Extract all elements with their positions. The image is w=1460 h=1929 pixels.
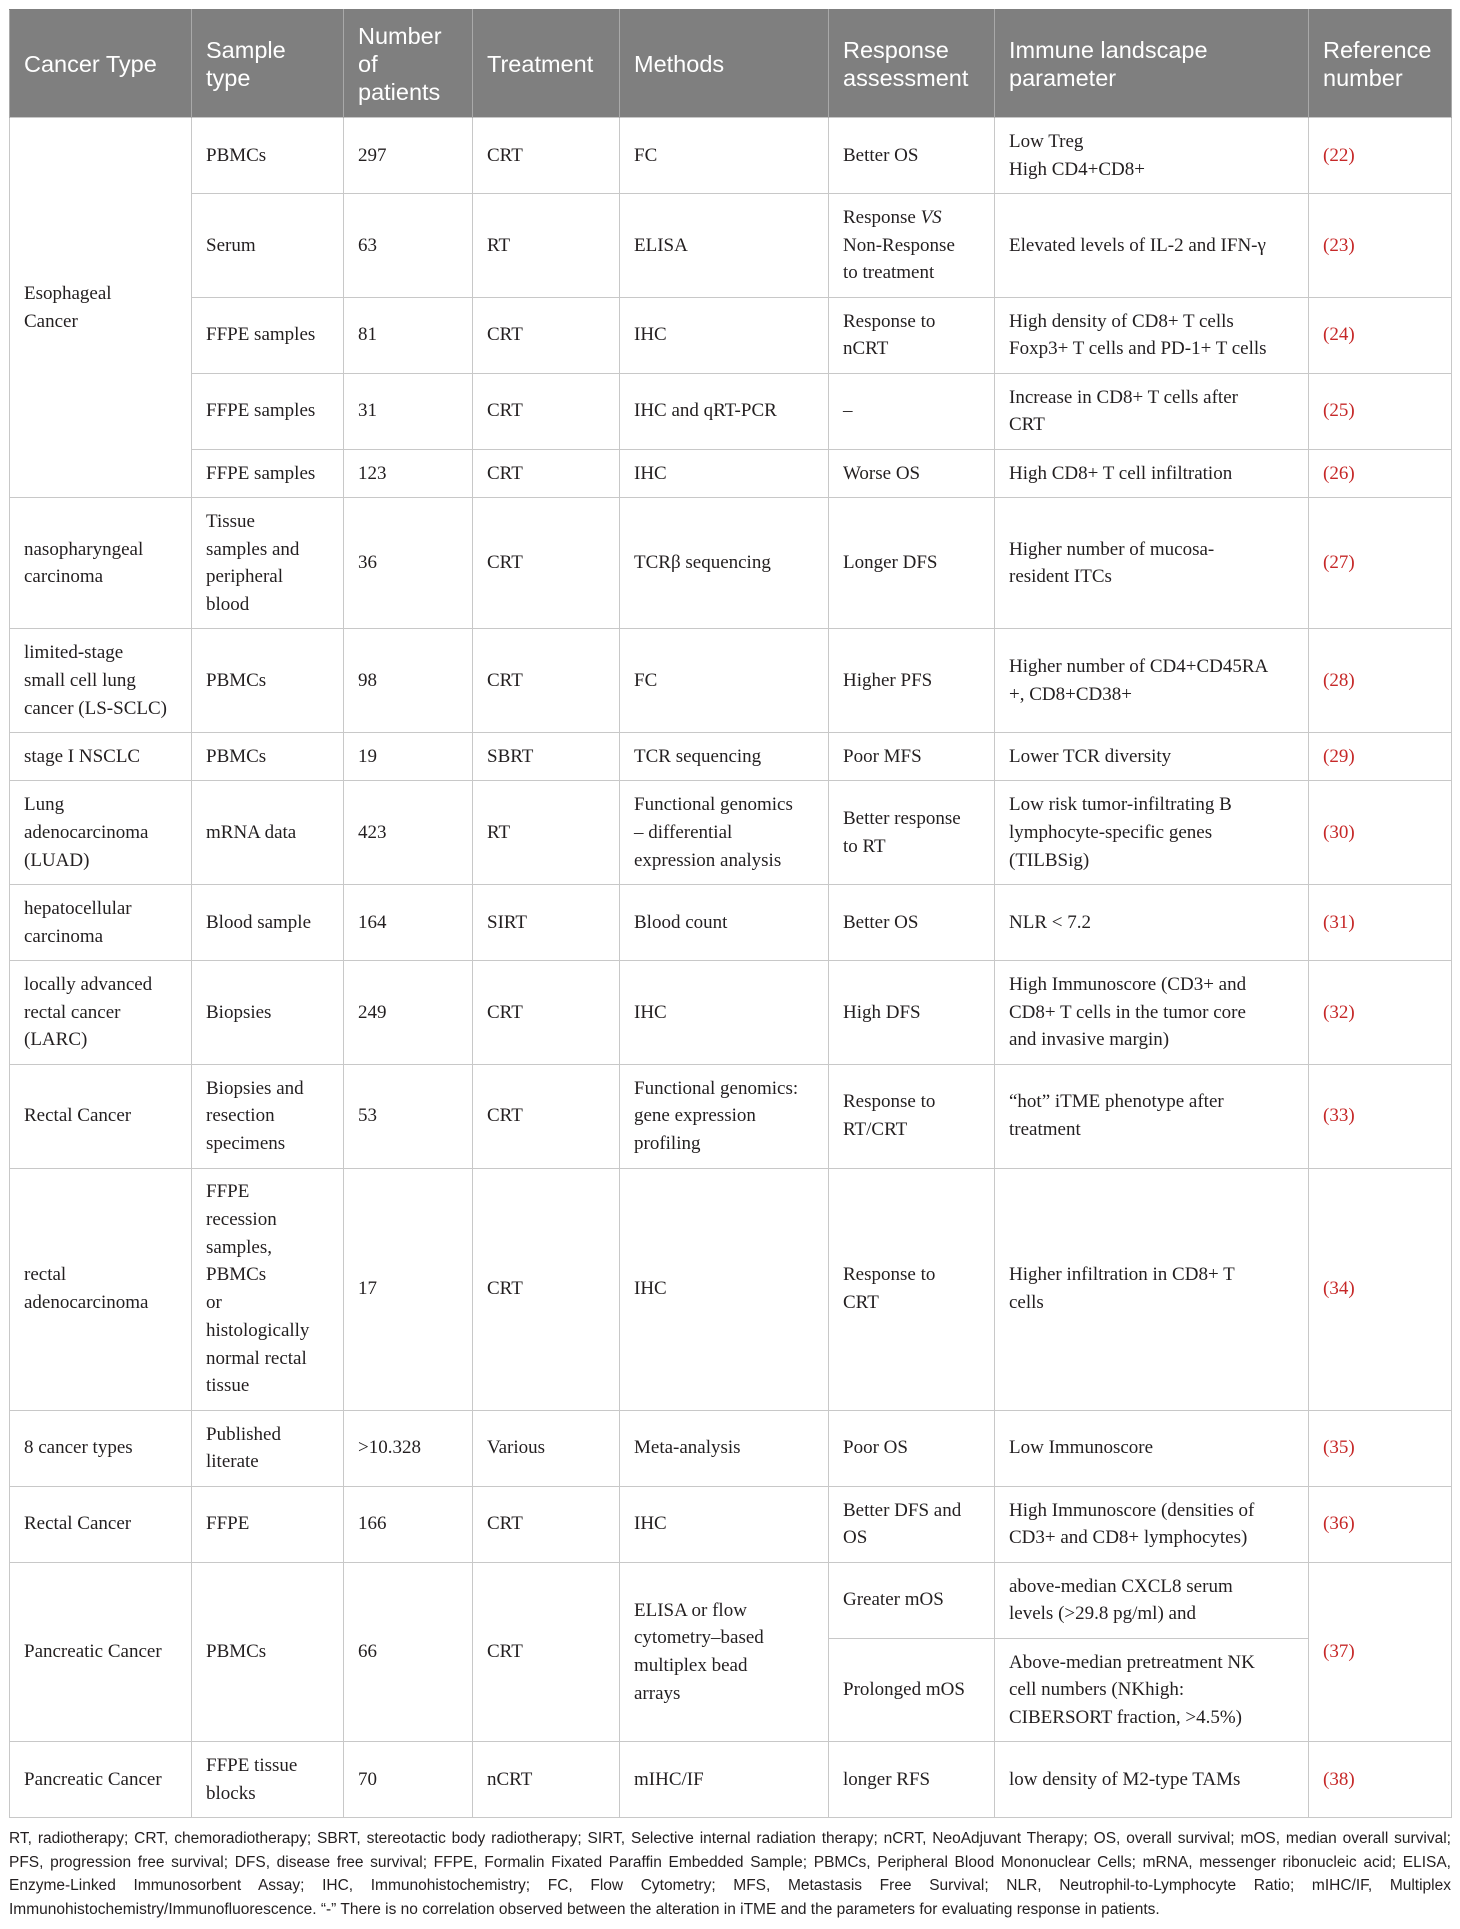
sample-type-cell: Biopsies	[192, 961, 344, 1065]
sample-type-cell: FFPE samples	[192, 449, 344, 497]
table-row	[10, 194, 1452, 298]
methods-cell: FC	[620, 118, 829, 194]
patients-cell: 70	[344, 1742, 473, 1818]
reference-cell: (32)	[1309, 961, 1452, 1065]
sample-type-cell: mRNA data	[192, 781, 344, 885]
treatment-cell: CRT	[473, 297, 620, 373]
sample-type-cell: FFPE	[192, 1486, 344, 1562]
patients-cell: 81	[344, 297, 473, 373]
treatment-cell: CRT	[473, 118, 620, 194]
immune-parameter-cell: High Immunoscore (CD3+ and CD8+ T cells in the tumor core and invasive margin)	[995, 961, 1309, 1065]
response-text: Non-Response to treatment	[843, 234, 955, 284]
table-row	[10, 1168, 1452, 1410]
header-methods: Methods	[620, 10, 829, 118]
methods-cell: IHC	[620, 1486, 829, 1562]
treatment-cell: CRT	[473, 498, 620, 629]
immune-parameter-cell: High Immunoscore (densities of CD3+ and CD8+ lymphocytes)	[995, 1486, 1309, 1562]
table-row	[10, 449, 1452, 497]
cancer-type-cell: rectal adenocarcinoma	[10, 1168, 192, 1410]
table-row	[10, 885, 1452, 961]
cancer-type-cell: Pancreatic Cancer	[10, 1562, 192, 1742]
header-number-of-patients: Number of patients	[344, 10, 473, 118]
sample-type-cell: FFPE tissue blocks	[192, 1742, 344, 1818]
response-cell: Better OS	[829, 885, 995, 961]
treatment-cell: Various	[473, 1410, 620, 1486]
methods-cell: IHC	[620, 449, 829, 497]
treatment-cell: RT	[473, 781, 620, 885]
sample-type-cell: FFPE samples	[192, 297, 344, 373]
response-cell: High DFS	[829, 961, 995, 1065]
sample-type-cell: Serum	[192, 194, 344, 298]
methods-cell: FC	[620, 629, 829, 733]
immune-parameter-cell: “hot” iTME phenotype after treatment	[995, 1064, 1309, 1168]
methods-cell: IHC	[620, 961, 829, 1065]
header-response-assessment: Response assessment	[829, 10, 995, 118]
response-cell: Better DFS and OS	[829, 1486, 995, 1562]
sample-type-cell: PBMCs	[192, 733, 344, 781]
patients-cell: 297	[344, 118, 473, 194]
patients-cell: >10.328	[344, 1410, 473, 1486]
immune-parameter-cell: Low Immunoscore	[995, 1410, 1309, 1486]
sample-type-cell: Published literate	[192, 1410, 344, 1486]
treatment-cell: CRT	[473, 1168, 620, 1410]
response-italic-text: VS	[920, 206, 942, 228]
patients-cell: 36	[344, 498, 473, 629]
immune-parameter-cell: low density of M2-type TAMs	[995, 1742, 1309, 1818]
cancer-type-cell: hepatocellular carcinoma	[10, 885, 192, 961]
data-table	[9, 9, 1452, 1818]
sample-type-cell: PBMCs	[192, 629, 344, 733]
immune-parameter-cell: Higher number of CD4+CD45RA +, CD8+CD38+	[995, 629, 1309, 733]
methods-cell: ELISA or flow cytometry–based multiplex bead arrays	[620, 1562, 829, 1742]
response-cell: Prolonged mOS	[829, 1638, 995, 1742]
sample-type-cell: FFPE samples	[192, 373, 344, 449]
table-row	[10, 1562, 1452, 1638]
patients-cell: 98	[344, 629, 473, 733]
cancer-type-cell: Esophageal Cancer	[10, 118, 192, 498]
response-cell: Longer DFS	[829, 498, 995, 629]
immune-parameter-cell: Higher number of mucosa- resident ITCs	[995, 498, 1309, 629]
table-row	[10, 1064, 1452, 1168]
reference-cell: (37)	[1309, 1562, 1452, 1742]
reference-cell: (25)	[1309, 373, 1452, 449]
reference-cell: (35)	[1309, 1410, 1452, 1486]
response-cell: Worse OS	[829, 449, 995, 497]
immune-parameter-cell: High CD8+ T cell infiltration	[995, 449, 1309, 497]
reference-cell: (26)	[1309, 449, 1452, 497]
patients-cell: 249	[344, 961, 473, 1065]
treatment-cell: SIRT	[473, 885, 620, 961]
treatment-cell: nCRT	[473, 1742, 620, 1818]
table-row	[10, 297, 1452, 373]
header-reference-number: Reference number	[1309, 10, 1452, 118]
cancer-type-cell: locally advanced rectal cancer (LARC)	[10, 961, 192, 1065]
patients-cell: 19	[344, 733, 473, 781]
patients-cell: 63	[344, 194, 473, 298]
response-cell: Response to nCRT	[829, 297, 995, 373]
treatment-cell: CRT	[473, 629, 620, 733]
cancer-type-cell: Pancreatic Cancer	[10, 1742, 192, 1818]
reference-cell: (34)	[1309, 1168, 1452, 1410]
response-cell	[829, 194, 995, 298]
sample-type-cell: PBMCs	[192, 1562, 344, 1742]
immune-parameter-cell: Low Treg High CD4+CD8+	[995, 118, 1309, 194]
table-row	[10, 1486, 1452, 1562]
table-row	[10, 781, 1452, 885]
header-cancer-type: Cancer Type	[10, 10, 192, 118]
response-cell: –	[829, 373, 995, 449]
sample-type-cell: Biopsies and resection specimens	[192, 1064, 344, 1168]
cancer-type-cell: Rectal Cancer	[10, 1486, 192, 1562]
table-page	[9, 9, 1451, 1921]
immune-parameter-cell: NLR < 7.2	[995, 885, 1309, 961]
table-row	[10, 118, 1452, 194]
reference-cell: (31)	[1309, 885, 1452, 961]
header-sample-type: Sample type	[192, 10, 344, 118]
reference-cell: (36)	[1309, 1486, 1452, 1562]
treatment-cell: CRT	[473, 1064, 620, 1168]
patients-cell: 53	[344, 1064, 473, 1168]
cancer-type-cell: nasopharyngeal carcinoma	[10, 498, 192, 629]
methods-cell: Functional genomics – differential expression analysis	[620, 781, 829, 885]
methods-cell: IHC and qRT-PCR	[620, 373, 829, 449]
response-cell: Poor OS	[829, 1410, 995, 1486]
cancer-type-cell: Rectal Cancer	[10, 1064, 192, 1168]
sample-type-cell: Tissue samples and peripheral blood	[192, 498, 344, 629]
patients-cell: 166	[344, 1486, 473, 1562]
table-row	[10, 1410, 1452, 1486]
response-cell: Higher PFS	[829, 629, 995, 733]
treatment-cell: SBRT	[473, 733, 620, 781]
methods-cell: TCRβ sequencing	[620, 498, 829, 629]
table-row	[10, 373, 1452, 449]
reference-cell: (38)	[1309, 1742, 1452, 1818]
immune-parameter-cell: above-median CXCL8 serum levels (>29.8 pg/ml) and	[995, 1562, 1309, 1638]
cancer-type-cell: Lung adenocarcinoma (LUAD)	[10, 781, 192, 885]
table-row	[10, 1742, 1452, 1818]
response-cell: Better response to RT	[829, 781, 995, 885]
treatment-cell: CRT	[473, 1486, 620, 1562]
methods-cell: ELISA	[620, 194, 829, 298]
reference-cell: (22)	[1309, 118, 1452, 194]
table-footnote: RT, radiotherapy; CRT, chemoradiotherapy; SBRT, stereotactic body radiotherapy; SIRT, Selective internal radiation therapy; nCRT, NeoAdjuvant Therapy; OS, overall survival; mOS, median overall survival; PFS, progression free survival; DFS, disease free survival; FFPE, Formalin Fixated Paraffin Embedded Sample; PBMCs, Peripheral Blood Mononuclear Cells; mRNA, messenger ribonucleic acid; ELISA, Enzyme-Linked Immunosorbent Assay; IHC, Immunohistochemistry; FC, Flow Cytometry; MFS, Metastasis Free Survival; NLR, Neutrophil-to-Lymphocyte Ratio; mIHC/IF, Multiplex Immunohistochemistry/Immunofluorescence. “-” There is no correlation observed between the alteration in iTME and the parameters for evaluating response in patients.	[9, 1830, 1451, 1918]
reference-cell: (30)	[1309, 781, 1452, 885]
cancer-type-cell: 8 cancer types	[10, 1410, 192, 1486]
header-row	[10, 10, 1452, 118]
immune-parameter-cell: High density of CD8+ T cells Foxp3+ T cells and PD-1+ T cells	[995, 297, 1309, 373]
patients-cell: 66	[344, 1562, 473, 1742]
sample-type-cell: Blood sample	[192, 885, 344, 961]
treatment-cell: RT	[473, 194, 620, 298]
response-cell: Response to RT/CRT	[829, 1064, 995, 1168]
reference-cell: (33)	[1309, 1064, 1452, 1168]
header-immune-landscape-parameter: Immune landscape parameter	[995, 10, 1309, 118]
treatment-cell: CRT	[473, 1562, 620, 1742]
table-row	[10, 498, 1452, 629]
immune-parameter-cell: Higher infiltration in CD8+ T cells	[995, 1168, 1309, 1410]
sample-type-cell: FFPE recession samples, PBMCs or histologically normal rectal tissue	[192, 1168, 344, 1410]
table-header	[10, 10, 1452, 118]
methods-cell: Meta-analysis	[620, 1410, 829, 1486]
immune-parameter-cell: Low risk tumor-infiltrating B lymphocyte-specific genes (TILBSig)	[995, 781, 1309, 885]
patients-cell: 17	[344, 1168, 473, 1410]
immune-parameter-cell: Elevated levels of IL-2 and IFN-γ	[995, 194, 1309, 298]
methods-cell: IHC	[620, 1168, 829, 1410]
response-cell: Better OS	[829, 118, 995, 194]
table-body	[10, 118, 1452, 1818]
methods-cell: Blood count	[620, 885, 829, 961]
methods-cell: IHC	[620, 297, 829, 373]
patients-cell: 123	[344, 449, 473, 497]
response-cell: Greater mOS	[829, 1562, 995, 1638]
reference-cell: (23)	[1309, 194, 1452, 298]
response-cell: longer RFS	[829, 1742, 995, 1818]
table-row	[10, 733, 1452, 781]
treatment-cell: CRT	[473, 961, 620, 1065]
cancer-type-cell: limited-stage small cell lung cancer (LS-SCLC)	[10, 629, 192, 733]
immune-parameter-cell: Above-median pretreatment NK cell numbers (NKhigh: CIBERSORT fraction, >4.5%)	[995, 1638, 1309, 1742]
reference-cell: (28)	[1309, 629, 1452, 733]
response-cell: Response to CRT	[829, 1168, 995, 1410]
immune-parameter-cell: Increase in CD8+ T cells after CRT	[995, 373, 1309, 449]
sample-type-cell: PBMCs	[192, 118, 344, 194]
methods-cell: Functional genomics: gene expression profiling	[620, 1064, 829, 1168]
response-text: Response	[843, 206, 921, 228]
header-treatment: Treatment	[473, 10, 620, 118]
immune-parameter-cell: Lower TCR diversity	[995, 733, 1309, 781]
reference-cell: (29)	[1309, 733, 1452, 781]
table-row	[10, 961, 1452, 1065]
response-cell: Poor MFS	[829, 733, 995, 781]
methods-cell: mIHC/IF	[620, 1742, 829, 1818]
cancer-type-cell: stage I NSCLC	[10, 733, 192, 781]
reference-cell: (24)	[1309, 297, 1452, 373]
patients-cell: 31	[344, 373, 473, 449]
treatment-cell: CRT	[473, 373, 620, 449]
treatment-cell: CRT	[473, 449, 620, 497]
patients-cell: 423	[344, 781, 473, 885]
patients-cell: 164	[344, 885, 473, 961]
table-row	[10, 629, 1452, 733]
reference-cell: (27)	[1309, 498, 1452, 629]
methods-cell: TCR sequencing	[620, 733, 829, 781]
